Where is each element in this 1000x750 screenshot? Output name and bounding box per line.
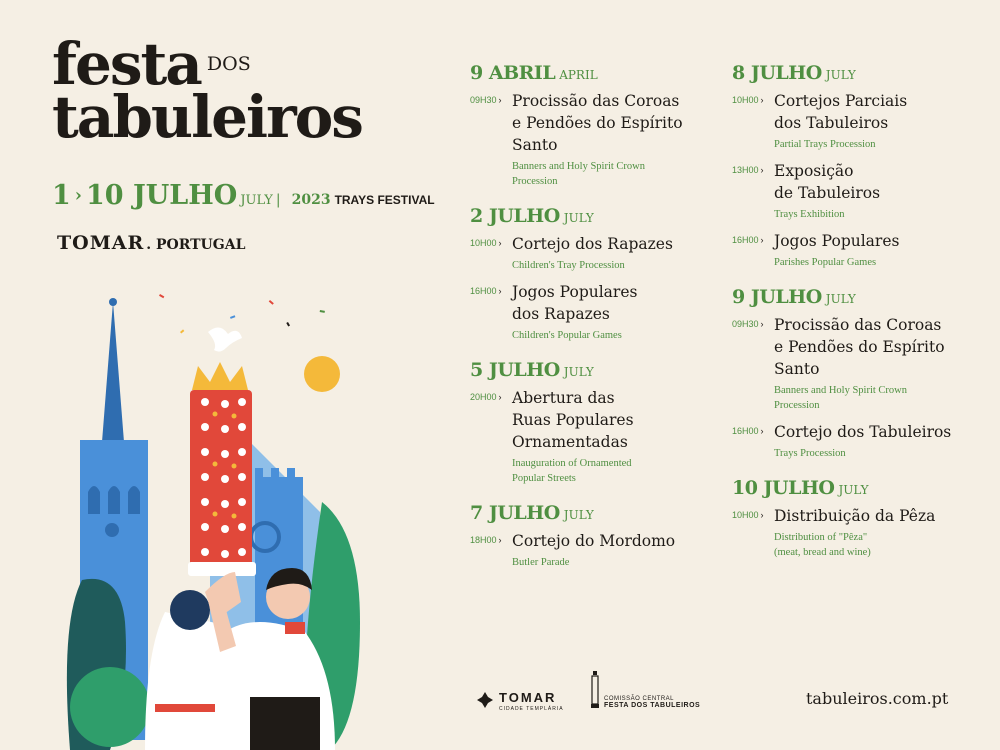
event-title-en-line: Inauguration of Ornamented — [512, 458, 632, 469]
day-heading — [732, 286, 972, 308]
event-time — [732, 426, 764, 436]
tomar-logo-sub: CIDADE TEMPLÁRIA — [499, 706, 564, 712]
confetti-piece — [286, 322, 290, 326]
program-day — [470, 62, 710, 189]
program-event — [470, 387, 710, 486]
dove-icon — [208, 327, 242, 351]
day-date: 9 ABRIL — [470, 62, 556, 84]
event-title-en-line: Banners and Holy Spirit Crown — [512, 161, 645, 172]
festival-en: TRAYS FESTIVAL — [334, 193, 435, 207]
day-date: 2 JULHO — [470, 205, 560, 227]
website-link[interactable]: tabuleiros.com.pt — [806, 689, 949, 708]
title-festa: festa — [52, 30, 201, 98]
event-time — [732, 235, 764, 245]
festival-title — [52, 30, 362, 152]
program-event — [470, 90, 710, 189]
event-time-value: 10H00 — [470, 238, 497, 248]
tower-spire — [102, 302, 124, 442]
day-date-en: JULY — [563, 508, 594, 522]
event-time-value: 09H30 — [732, 319, 759, 329]
event-title-en — [774, 530, 972, 560]
day-heading — [470, 502, 710, 524]
event-title-en — [512, 159, 710, 189]
chevron-right-icon: › — [498, 95, 502, 105]
day-date: 10 JULHO — [732, 477, 835, 499]
dates-separator: | — [275, 192, 281, 208]
event-title-en-line: Trays Exhibition — [774, 209, 845, 220]
event-time — [470, 95, 502, 105]
program-column-right — [732, 62, 972, 576]
event-title-line: Cortejos Parciais — [774, 92, 908, 110]
event-title-line: Santo — [774, 360, 820, 378]
event-time — [470, 238, 502, 248]
program-day — [470, 502, 710, 570]
day-date-en: APRIL — [559, 68, 598, 82]
day-date-en: JULY — [825, 292, 856, 306]
day-heading — [732, 477, 972, 499]
program-day — [732, 62, 972, 270]
program-event — [732, 230, 972, 270]
chevron-right-icon: › — [760, 235, 764, 245]
event-time-value: 13H00 — [732, 165, 759, 175]
event-title-line: Jogos Populares — [512, 283, 638, 301]
event-title-en — [774, 207, 972, 222]
event-title-line: Ruas Populares — [512, 411, 634, 429]
day-heading — [470, 359, 710, 381]
festival-illustration — [60, 292, 420, 750]
confetti-piece — [180, 329, 184, 333]
day-date-en: JULY — [563, 211, 594, 225]
event-time — [470, 392, 502, 402]
event-time-value: 10H00 — [732, 510, 759, 520]
event-title-line: Jogos Populares — [774, 232, 900, 250]
program-event — [732, 90, 972, 152]
program-event — [732, 160, 972, 222]
program-event — [732, 505, 972, 560]
event-title-en — [774, 137, 972, 152]
event-time-value: 16H00 — [732, 235, 759, 245]
event-title-line: dos Rapazes — [512, 305, 610, 323]
commission-line1: COMISSÃO CENTRAL — [604, 696, 675, 702]
dates-en: JULY — [240, 193, 273, 208]
event-title-en-line: Butler Parade — [512, 557, 570, 568]
chevron-right-icon: › — [760, 510, 764, 520]
event-title-line: Cortejo dos Tabuleiros — [774, 423, 952, 441]
event-title — [512, 233, 710, 255]
event-title-en-line: Distribution of "Pêza" — [774, 532, 868, 543]
event-title-en-line: Children's Tray Procession — [512, 260, 625, 271]
title-dos: DOS — [206, 53, 251, 75]
event-title — [774, 314, 972, 380]
event-time — [732, 95, 764, 105]
chevron-right-icon: › — [760, 95, 764, 105]
event-title-line: Procissão das Coroas — [512, 92, 680, 110]
chevron-right-icon: › — [760, 165, 764, 175]
day-date: 8 JULHO — [732, 62, 822, 84]
event-time-value: 16H00 — [732, 426, 759, 436]
event-time-value: 18H00 — [470, 535, 497, 545]
dates-start: 1 — [52, 180, 71, 211]
event-time — [470, 286, 502, 296]
tomar-logo[interactable] — [475, 687, 564, 712]
event-title-line: Ornamentadas — [512, 433, 628, 451]
event-title-line: de Tabuleiros — [774, 184, 881, 202]
confetti-piece — [230, 315, 235, 319]
event-time-value: 10H00 — [732, 95, 759, 105]
event-title-line: Abertura das — [512, 389, 615, 407]
location-city: TOMAR — [57, 232, 145, 254]
event-title — [774, 230, 972, 252]
commission-logo[interactable] — [590, 671, 700, 709]
event-title-en — [774, 383, 972, 413]
program-column-left — [470, 62, 710, 586]
templar-cross-icon — [475, 690, 495, 710]
event-title-line: Exposição — [774, 162, 854, 180]
event-title — [512, 387, 710, 453]
program-day — [732, 286, 972, 461]
event-title-en-line: Trays Procession — [774, 448, 846, 459]
event-title — [774, 505, 972, 527]
event-title-en-line: Procession — [512, 176, 558, 187]
event-title-en — [512, 456, 710, 486]
tomar-logo-name: TOMAR — [499, 690, 557, 705]
program-day — [470, 205, 710, 343]
event-title-en — [774, 446, 972, 461]
event-time — [732, 510, 764, 520]
chevron-right-icon: › — [498, 392, 502, 402]
event-title-line: Distribuição da Pêza — [774, 507, 936, 525]
confetti-piece — [159, 294, 164, 298]
event-time-value: 09H30 — [470, 95, 497, 105]
program-event — [470, 530, 710, 570]
event-time — [732, 165, 764, 175]
event-title-en-line: Banners and Holy Spirit Crown — [774, 385, 907, 396]
event-title-line: Procissão das Coroas — [774, 316, 942, 334]
chevron-right-icon: › — [498, 286, 502, 296]
program-event — [732, 314, 972, 413]
event-title-en — [512, 258, 710, 273]
location-country: . PORTUGAL — [146, 237, 246, 253]
event-title-en-line: (meat, bread and wine) — [774, 547, 871, 558]
event-title-en — [512, 328, 710, 343]
chevron-right-icon: › — [760, 319, 764, 329]
event-title — [774, 421, 972, 443]
festival-dates — [52, 180, 435, 211]
event-title-line: e Pendões do Espírito — [512, 114, 683, 132]
event-time — [470, 535, 502, 545]
chevron-right-icon: › — [760, 426, 764, 436]
sun-icon — [304, 356, 340, 392]
program-event — [470, 233, 710, 273]
event-title — [774, 160, 972, 204]
dates-end: 10 JULHO — [86, 180, 238, 211]
event-title-en-line: Popular Streets — [512, 473, 576, 484]
tray-tower-icon — [590, 671, 600, 709]
day-heading — [732, 62, 972, 84]
day-date: 5 JULHO — [470, 359, 560, 381]
event-title-line: Cortejo dos Rapazes — [512, 235, 673, 253]
program-event — [732, 421, 972, 461]
program-day — [732, 477, 972, 560]
chevron-right-icon: › — [498, 238, 502, 248]
event-title-line: Santo — [512, 136, 558, 154]
event-title-line: Cortejo do Mordomo — [512, 532, 676, 550]
event-title-en-line: Children's Popular Games — [512, 330, 622, 341]
day-heading — [470, 62, 710, 84]
event-title-en-line: Parishes Popular Games — [774, 257, 877, 268]
confetti-piece — [269, 300, 274, 305]
day-date-en: JULY — [838, 483, 869, 497]
event-title — [512, 530, 710, 552]
event-title — [774, 90, 972, 134]
confetti-piece — [320, 310, 325, 313]
chevron-right-icon: › — [498, 535, 502, 545]
event-time-value: 16H00 — [470, 286, 497, 296]
clock-icon — [105, 523, 119, 537]
event-title-line: dos Tabuleiros — [774, 114, 889, 132]
festival-location — [57, 232, 245, 254]
program-day — [470, 359, 710, 486]
event-title — [512, 281, 710, 325]
program-event — [470, 281, 710, 343]
event-time-value: 20H00 — [470, 392, 497, 402]
tabuleiro-tray-tower — [188, 390, 256, 576]
crown-icon — [192, 362, 248, 390]
event-title-en — [512, 555, 710, 570]
dates-year: 2023 — [291, 192, 331, 208]
dates-arrow: › — [74, 185, 82, 206]
day-date: 9 JULHO — [732, 286, 822, 308]
event-title-en-line: Partial Trays Procession — [774, 139, 876, 150]
day-date-en: JULY — [825, 68, 856, 82]
event-title — [512, 90, 710, 156]
day-date: 7 JULHO — [470, 502, 560, 524]
title-tabuleiros: tabuleiros — [52, 83, 362, 152]
day-heading — [470, 205, 710, 227]
event-title-en-line: Procession — [774, 400, 820, 411]
day-date-en: JULY — [563, 365, 594, 379]
event-title-en — [774, 255, 972, 270]
event-title-line: e Pendões do Espírito — [774, 338, 945, 356]
commission-line2: FESTA DOS TABULEIROS — [604, 702, 701, 709]
event-time — [732, 319, 764, 329]
